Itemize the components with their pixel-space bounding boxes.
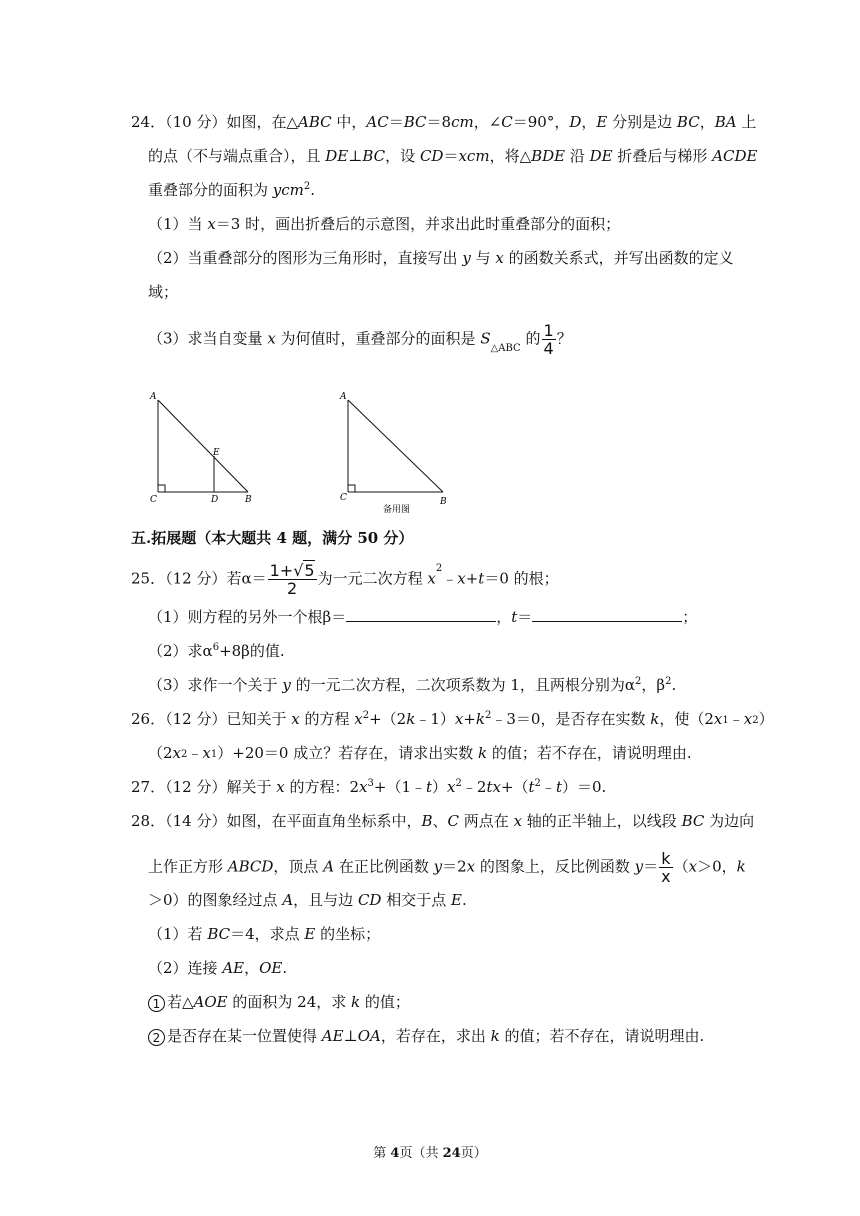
- q28-line2: 上作正方形 ABCD，顶点 A 在正比例函数 y＝2x 的图象上，反比例函数 y＝ $\frac{k}{x}$ （x＞0，k: [148, 849, 746, 886]
- q28-line1: 28．（14 分）如图，在平面直角坐标系中，B、C 两点在 x 轴的正半轴上，以线段 BC 为边向: [131, 812, 755, 830]
- q28-part1: （1）若 BC＝4，求点 E 的坐标；: [148, 925, 381, 943]
- label-e: E: [213, 448, 220, 458]
- q25-part2: （2）求$\alpha^6+8\beta$的值.: [148, 642, 285, 660]
- q28-sub2: 2 是否存在某一位置使得 AE⊥OA，若存在，求出 k 的值；若不存在，请说明理由.: [148, 1026, 704, 1046]
- answer-blank-beta[interactable]: [346, 607, 496, 622]
- q25-line1: 25．（12 分）若α＝ $\frac{1+√5}{2}$ 为一元二次方程 $x^2﹣x+t=0$ 的根；: [131, 561, 559, 598]
- q24-part3: （3）求当自变量 x 为何值时，重叠部分的面积是 $S_{\triangle ABC}$ 的 $\frac{1}{4}$ ？: [148, 321, 572, 358]
- q25-part3: （3）求作一个关于 y 的一元二次方程，二次项系数为 1，且两根分别为$\alpha^2$，$\beta^2$.: [148, 676, 677, 694]
- q24-line3: 重叠部分的面积为 ycm$^2$.: [148, 181, 316, 199]
- circled-number-1: 1: [148, 995, 165, 1012]
- right-angle-mark: [348, 485, 355, 492]
- label-d: D: [211, 495, 219, 505]
- fraction-golden: $\frac{1+√5}{2}$: [269, 561, 315, 598]
- fraction-one-quarter: $\frac{1}{4}$: [543, 321, 554, 358]
- q27-line1: 27．（12 分）解关于 x 的方程：$2x^3+(1﹣t)x^2﹣2tx+(t^2﹣t)=0$.: [131, 778, 607, 796]
- right-angle-mark: [158, 485, 165, 492]
- answer-blank-t[interactable]: [532, 607, 682, 622]
- figure-spare: [330, 388, 460, 518]
- fraction-k-over-x: $\frac{k}{x}$: [661, 849, 671, 886]
- label-c: C: [150, 495, 157, 505]
- circled-number-2: 2: [148, 1029, 165, 1046]
- label-b: B: [245, 495, 252, 505]
- segment-ab: [348, 400, 443, 492]
- figure-caption: 备用图: [383, 505, 411, 515]
- figure-triangle-abc: [140, 388, 270, 510]
- segment-ab: [158, 400, 248, 492]
- section-heading: 五.拓展题（本大题共 4 题，满分 50 分）: [131, 529, 414, 547]
- q24-part1: （1）当 x＝3 时，画出折叠后的示意图，并求出此时重叠部分的面积；: [148, 215, 621, 233]
- q24-line1: 24．（10 分）如图，在△ABC 中，AC＝BC＝8cm，∠C＝90°，D，E 分别是边 BC，BA 上: [131, 113, 757, 131]
- q28-sub1: 1 若△AOE 的面积为 24，求 k 的值；: [148, 992, 410, 1012]
- q26-line1: 26．（12 分）已知关于 x 的方程 $x^2+(2k﹣1)x+k^2﹣3=0$，是否存在实数 k，使$(2x_1﹣x_2)$: [131, 710, 774, 728]
- q24-line2: 的点（不与端点重合），且 DE⊥BC，设 CD＝xcm，将△BDE 沿 DE 折叠后与梯形 ACDE: [148, 147, 758, 165]
- page-footer: 第 4页（共 24页）: [373, 1146, 487, 1161]
- label-c: C: [340, 493, 347, 503]
- q24-part2: （2）当重叠部分的图形为三角形时，直接写出 y 与 x 的函数关系式，并写出函数的定义: [148, 249, 734, 267]
- q26-line2: $(2x_2﹣x_1)+20=0$ 成立？若存在，请求出实数 k 的值；若不存在，请说明理由.: [148, 744, 692, 762]
- q28-line3: ＞0）的图象经过点 A，且与边 CD 相交于点 E.: [148, 891, 467, 909]
- label-a: A: [150, 392, 157, 402]
- q24-part2-cont: 域；: [148, 283, 179, 301]
- q25-part1: （1）则方程的另外一个根β＝ ，t＝ ；: [148, 608, 698, 626]
- label-a: A: [340, 392, 347, 402]
- label-b: B: [440, 497, 447, 507]
- q28-part2: （2）连接 AE，OE.: [148, 959, 288, 977]
